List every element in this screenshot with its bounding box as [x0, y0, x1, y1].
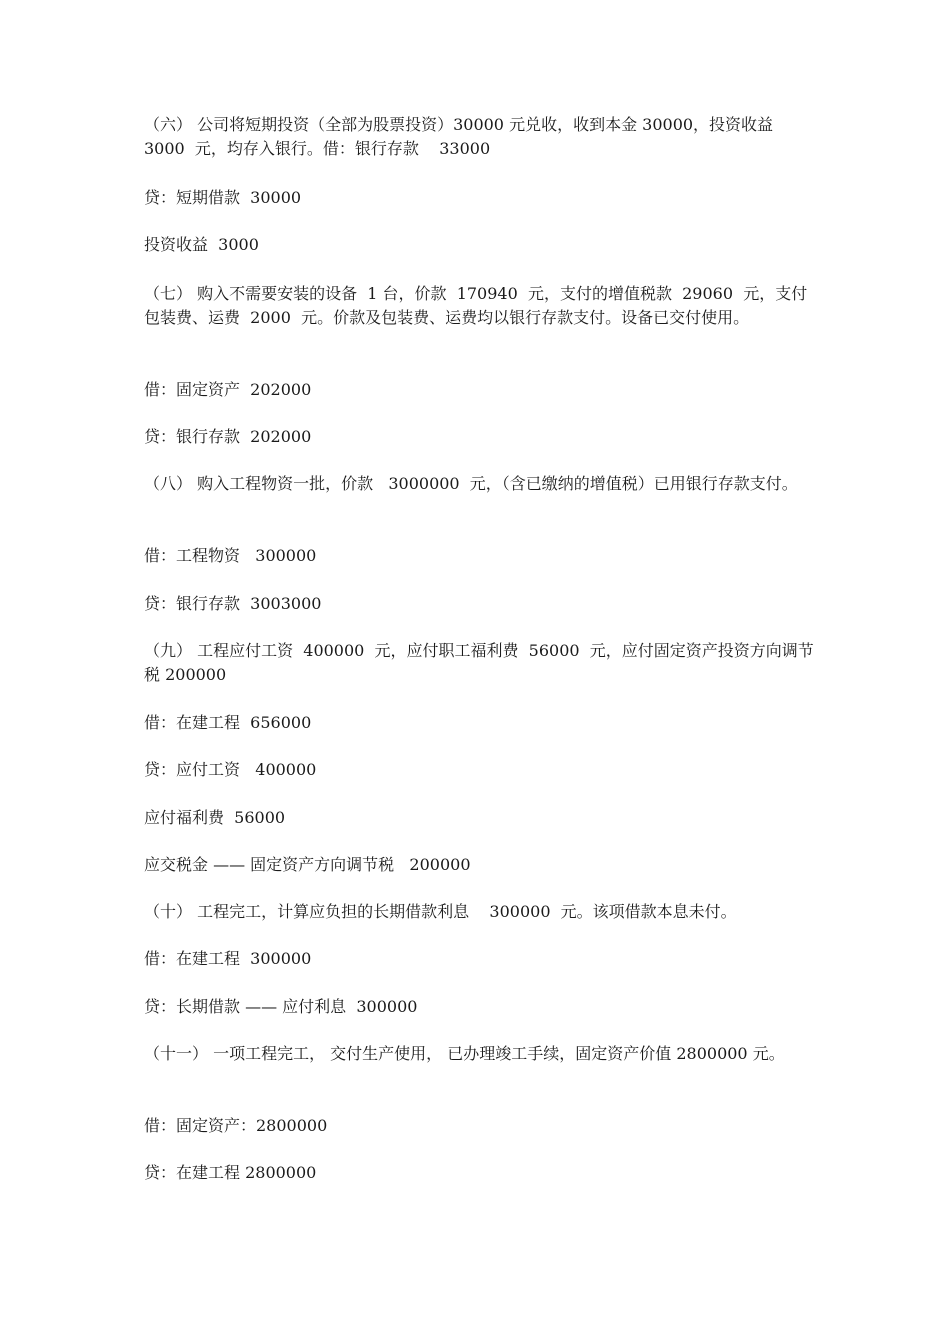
- paragraph-credit-bank: 贷：银行存款 202000: [144, 427, 312, 446]
- paragraph-item-10: （十） 工程完工，计算应负担的长期借款利息 300000 元。该项借款本息未付。: [144, 902, 737, 921]
- paragraph-investment-income: 投资收益 3000: [144, 235, 259, 254]
- paragraph-item-7: （七） 购入不需要安装的设备 1 台，价款 170940 元，支付的增值税款 29060 元，支付包装费、运费 2000 元。价款及包装费、运费均以银行存款支付。设备已交付使用。: [144, 284, 808, 327]
- paragraph-credit-construction: 贷：在建工程 2800000: [144, 1163, 317, 1182]
- paragraph-debit-construction: 借：在建工程 656000: [144, 713, 312, 732]
- paragraph-item-9: （九） 工程应付工资 400000 元，应付职工福利费 56000 元，应付固定资产投资方向调节税 200000: [144, 641, 814, 684]
- paragraph-item-11: （十一） 一项工程完工， 交付生产使用， 已办理竣工手续，固定资产价值 2800000 元。: [144, 1044, 785, 1063]
- paragraph-credit-wages: 贷：应付工资 400000: [144, 760, 317, 779]
- paragraph-debit-construction-2: 借：在建工程 300000: [144, 949, 312, 968]
- paragraph-welfare-payable: 应付福利费 56000: [144, 808, 286, 827]
- paragraph-debit-materials: 借：工程物资 300000: [144, 546, 317, 565]
- paragraph-credit-bank-2: 贷：银行存款 3003000: [144, 594, 322, 613]
- paragraph-credit-long-loan: 贷：长期借款 —— 应付利息 300000: [144, 997, 418, 1016]
- paragraph-item-8: （八） 购入工程物资一批，价款 3000000 元，（含已缴纳的增值税）已用银行存款支付。: [144, 474, 798, 493]
- paragraph-debit-fixed-assets-2: 借：固定资产：2800000: [144, 1116, 328, 1135]
- paragraph-credit-short-loan: 贷：短期借款 30000: [144, 188, 302, 207]
- paragraph-tax-payable: 应交税金 —— 固定资产方向调节税 200000: [144, 855, 471, 874]
- paragraph-item-6: （六） 公司将短期投资（全部为股票投资）30000 元兑收，收到本金 30000，投资收益 3000 元，均存入银行。借：银行存款 33000: [144, 115, 779, 158]
- paragraph-debit-fixed-assets: 借：固定资产 202000: [144, 380, 312, 399]
